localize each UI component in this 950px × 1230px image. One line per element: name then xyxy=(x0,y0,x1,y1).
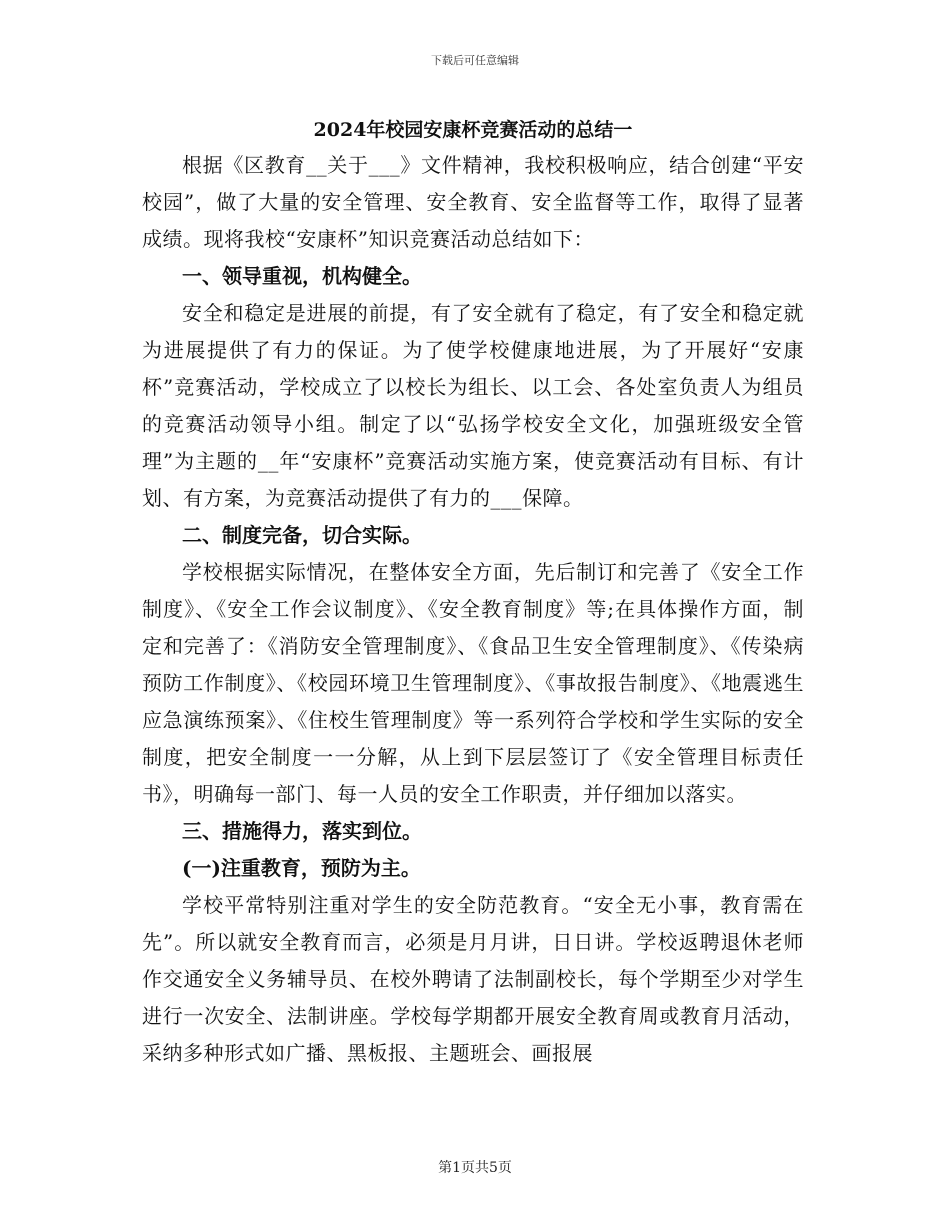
document-title: 2024年校园安康杯竞赛活动的总结一 xyxy=(313,119,633,141)
subsection-heading-1: (一)注重教育，预防为主。 xyxy=(182,856,421,880)
paragraph-intro: 根据《区教育__关于___》文件精神，我校积极响应，结合创建“平安校园”，做了大量的安全管理、安全教育、安全监督等工作，取得了显著成绩。现将我校“安康杯”知识竞赛活动总结如下： xyxy=(142,153,804,251)
page-footer: 第1页共5页 xyxy=(438,1160,512,1176)
section-heading-3: 三、措施得力，落实到位。 xyxy=(182,819,422,843)
paragraph-leadership: 安全和稳定是进展的前提，有了安全就有了稳定，有了安全和稳定就为进展提供了有力的保证。为了使学校健康地进展，为了开展好“安康杯”竞赛活动，学校成立了以校长为组长、以工会、各处室负责人为组员的竞赛活动领导小组。制定了以“弘扬学校安全文化，加强班级安全管理”为主题的__年“安康杯”竞赛活动实施方案，使竞赛活动有目标、有计划、有方案，为竞赛活动提供了有力的___保障。 xyxy=(142,301,804,510)
section-heading-2: 二、制度完备，切合实际。 xyxy=(182,523,422,547)
document-body xyxy=(142,113,804,1072)
section-heading-1: 一、领导重视，机构健全。 xyxy=(182,264,422,288)
header-note: 下载后可任意编辑 xyxy=(431,54,519,67)
paragraph-education: 学校平常特别注重对学生的安全防范教育。“安全无小事，教育需在先”。所以就安全教育而言，必须是月月讲，日日讲。学校返聘退休老师作交通安全义务辅导员、在校外聘请了法制副校长，每个学期至少对学生进行一次安全、法制讲座。学校每学期都开展安全教育周或教育月活动，采纳多种形式如广播、黑板报、主题班会、画报展 xyxy=(142,893,804,1065)
paragraph-systems: 学校根据实际情况，在整体安全方面，先后制订和完善了《安全工作制度》、《安全工作会议制度》、《安全教育制度》等;在具体操作方面，制定和完善了：《消防安全管理制度》、《食品卫生安全管理制度》、《传染病预防工作制度》、《校园环境卫生管理制度》、《事故报告制度》、《地震逃生应急演练预案》、《住校生管理制度》等一系列符合学校和学生实际的安全制度，把安全制度一一分解，从上到下层层签订了《安全管理目标责任书》，明确每一部门、每一人员的安全工作职责，并仔细加以落实。 xyxy=(142,560,804,806)
